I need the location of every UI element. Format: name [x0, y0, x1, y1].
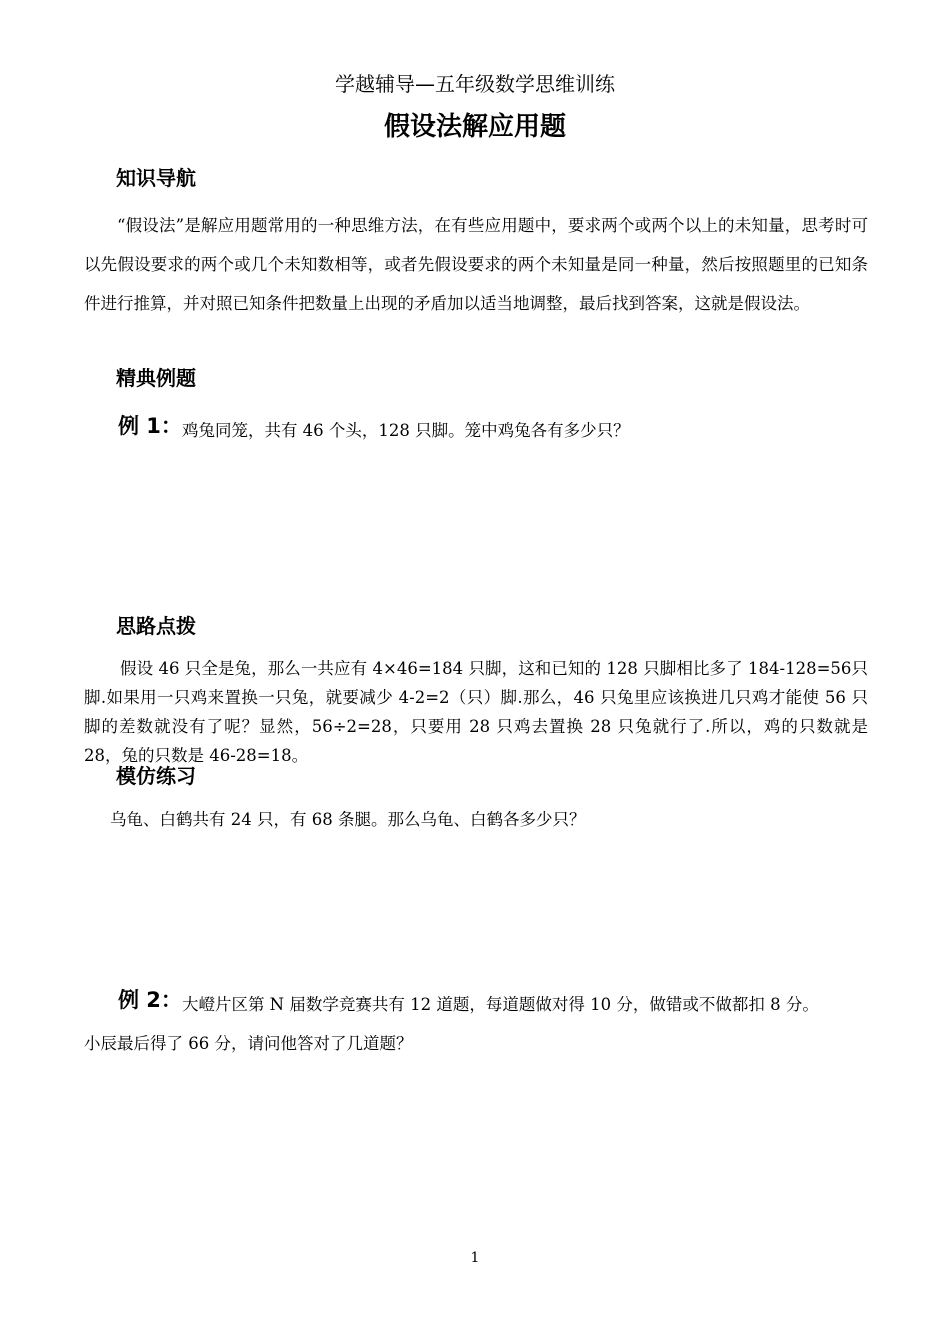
example-1-text: 鸡兔同笼，共有 46 个头，128 只脚。笼中鸡兔各有多少只？: [181, 421, 630, 440]
knowledge-paragraph: “假设法”是解应用题常用的一种思维方法，在有些应用题中，要求两个或两个以上的未知量，思考时可以先假设要求的两个或几个未知数相等，或者先假设要求的两个未知量是同一种量，然后按照题里的已知条件进行推算，并对照已知条件把数量上出现的矛盾加以适当地调整，最后找到答案，这就是假设法。: [84, 216, 868, 313]
example-2-text-line1: 大嶝片区第 N 届数学竞赛共有 12 道题，每道题做对得 10 分，做错或不做都扣 8 分。: [181, 995, 819, 1014]
document-title: 假设法解应用题: [383, 112, 566, 142]
practice-heading: 模仿练习: [116, 764, 196, 788]
classic-examples-heading: 精典例题: [116, 366, 196, 390]
example-2: [118, 984, 819, 1014]
knowledge-heading: 知识导航: [116, 166, 196, 190]
example-2-text-line2: 小辰最后得了 66 分，请问他答对了几道题？: [84, 1034, 413, 1053]
document-subtitle: 学越辅导—五年级数学思维训练: [335, 72, 615, 96]
practice-problem: 乌龟、白鹤共有 24 只，有 68 条腿。那么乌龟、白鹤各多少只？: [110, 810, 586, 829]
page-number: 1: [470, 1250, 480, 1266]
example-2-label: 例 2：: [118, 988, 182, 1012]
example-1: [118, 410, 630, 440]
example-1-label: 例 1：: [118, 414, 182, 438]
hint-heading: 思路点拨: [116, 614, 196, 638]
hint-paragraph: 假设 46 只全是兔，那么一共应有 4×46=184 只脚，这和已知的 128 只脚相比多了 184-128=56只脚.如果用一只鸡来置换一只兔，就要减少 4-2=2（只）脚.那么，46 只兔里应该换进几只鸡才能使 56 只脚的差数就没有了呢？显然，56÷2=28，只要用 28 只鸡去置换 28 只兔就行了.所以，鸡的只数就是 28，兔的只数是 46-28=18。: [84, 659, 868, 765]
